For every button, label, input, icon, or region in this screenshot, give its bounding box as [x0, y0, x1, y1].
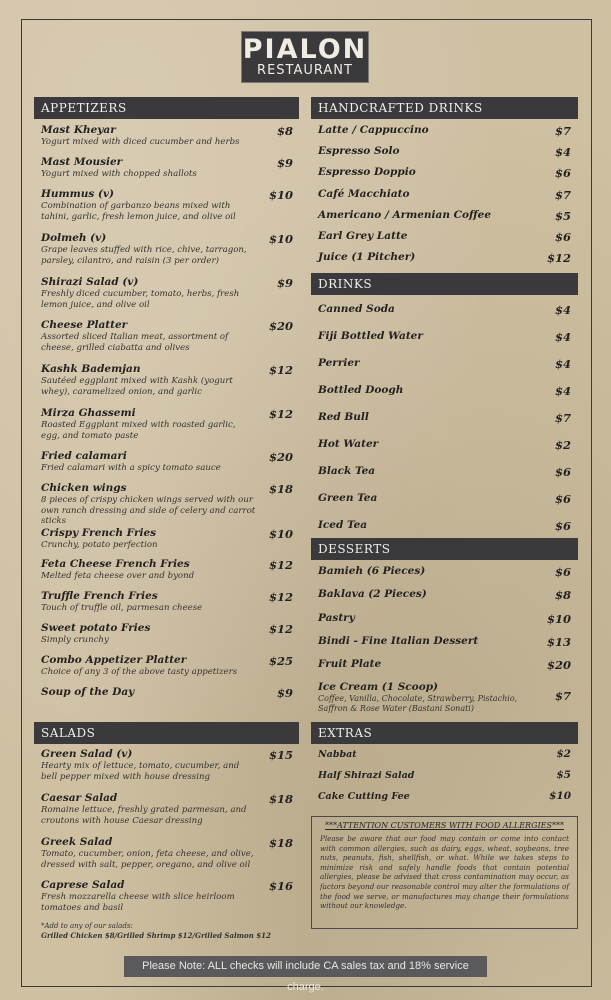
item-name: Cheese Platter	[41, 319, 128, 331]
menu-item	[318, 330, 571, 343]
item-name: Mast Mousier	[41, 156, 123, 168]
item-name: Mirza Ghassemi	[41, 407, 136, 419]
item-name: Shirazi Salad (v)	[41, 276, 139, 288]
salads-header: SALADS	[34, 722, 299, 744]
item-name: Chicken wings	[41, 482, 127, 494]
item-name: Canned Soda	[318, 303, 395, 315]
menu-item	[318, 188, 571, 201]
item-price: $18	[268, 792, 293, 806]
item-price: $6	[554, 230, 571, 244]
item-price: $2	[556, 748, 571, 760]
item-price: $5	[554, 209, 571, 223]
item-price: $20	[546, 658, 571, 672]
item-price: $15	[268, 748, 293, 762]
item-price: $6	[554, 519, 571, 533]
item-name: Green Tea	[318, 492, 378, 504]
item-price: $4	[554, 303, 571, 317]
menu-item	[318, 251, 571, 264]
menu-item	[41, 654, 293, 678]
item-name: Espresso Doppio	[318, 166, 416, 178]
item-name: Half Shirazi Salad	[318, 770, 415, 781]
item-desc: Melted feta cheese over and byond	[41, 571, 195, 581]
menu-item	[41, 363, 293, 397]
item-desc: Tomato, cucumber, onion, feta cheese, and olive, dressed with salt, pepper, oregano, and olive oil	[41, 849, 254, 870]
item-name: Bamieh (6 Pieces)	[318, 565, 426, 577]
desserts-header: DESSERTS	[311, 538, 578, 560]
item-desc: Freshly diced cucumber, tomato, herbs, fresh lemon juice, and olive oil	[41, 289, 240, 310]
item-price: $9	[276, 156, 293, 170]
item-price: $10	[549, 790, 571, 802]
item-price: $12	[268, 558, 293, 572]
menu-item	[41, 450, 293, 474]
item-desc: Coffee, Vanilla, Chocolate, Strawberry, Pistachio, Saffron & Rose Water (Bastani Sonati)	[318, 694, 518, 713]
item-price: $12	[546, 251, 571, 265]
item-desc: Combination of garbanzo beans mixed with tahini, garlic, fresh lemon juice, and olive oil	[41, 201, 236, 222]
item-name: Red Bull	[318, 411, 369, 423]
menu-item	[41, 188, 293, 222]
logo-name: PIALON	[242, 34, 368, 65]
item-price: $10	[268, 232, 293, 246]
item-price: $2	[554, 438, 571, 452]
item-name: Combo Appetizer Platter	[41, 654, 187, 666]
menu-item	[318, 565, 571, 578]
menu-item	[41, 319, 293, 353]
menu-item	[318, 635, 571, 648]
addon-label: *Add to any of our salads:	[41, 922, 133, 930]
restaurant-logo	[241, 31, 369, 83]
menu-item	[318, 209, 571, 222]
item-price: $12	[268, 590, 293, 604]
logo-subtitle: RESTAURANT	[257, 63, 353, 78]
item-desc: Touch of truffle oil, parmesan cheese	[41, 603, 203, 613]
menu-item	[41, 232, 293, 266]
item-desc: Choice of any 3 of the above tasty appetizers	[41, 667, 238, 677]
item-desc: Yogurt mixed with chopped shallots	[41, 169, 197, 179]
item-price: $12	[268, 407, 293, 421]
item-price: $6	[554, 166, 571, 180]
menu-item	[41, 792, 293, 826]
item-name: Iced Tea	[318, 519, 368, 531]
item-price: $8	[554, 588, 571, 602]
item-name: Crispy French Fries	[41, 527, 157, 539]
item-desc: Grape leaves stuffed with rice, chive, tarragon, parsley, cilantro, and raisin (3 per order)	[41, 245, 247, 266]
menu-item	[318, 166, 571, 179]
item-price: $5	[556, 769, 571, 781]
menu-item	[318, 492, 571, 505]
item-price: $4	[554, 384, 571, 398]
item-name: Green Salad (v)	[41, 748, 133, 760]
item-desc: Romaine lettuce, freshly grated parmesan, and croutons with house Caesar dressing	[41, 805, 247, 826]
item-price: $10	[268, 188, 293, 202]
menu-item	[41, 622, 293, 646]
item-price: $4	[554, 330, 571, 344]
menu-item	[318, 145, 571, 158]
item-desc: Fried calamari with a spicy tomato sauce	[41, 463, 221, 473]
item-name: Baklava (2 Pieces)	[318, 588, 427, 600]
extras-header: EXTRAS	[311, 722, 578, 744]
menu-item	[318, 588, 571, 601]
menu-item	[318, 612, 571, 625]
item-name: Greek Salad	[41, 836, 113, 848]
menu-item	[318, 124, 571, 137]
item-name: Sweet potato Fries	[41, 622, 151, 634]
service-charge-note: Please Note: ALL checks will include CA sales tax and 18% service charge.	[124, 956, 487, 977]
menu-item	[318, 658, 571, 671]
item-name: Earl Grey Latte	[318, 230, 408, 242]
menu-item	[41, 156, 293, 180]
item-name: Bottled Doogh	[318, 384, 404, 396]
item-price: $9	[276, 276, 293, 290]
item-price: $4	[554, 145, 571, 159]
menu-item	[41, 748, 293, 782]
menu-item	[41, 590, 293, 614]
handcrafted-drinks-header: HANDCRAFTED DRINKS	[311, 97, 578, 119]
item-name: Fruit Plate	[318, 658, 382, 670]
item-name: Cake Cutting Fee	[318, 791, 410, 802]
item-price: $12	[268, 622, 293, 636]
item-desc: Yogurt mixed with diced cucumber and herbs	[41, 137, 240, 147]
item-name: Dolmeh (v)	[41, 232, 107, 244]
item-price: $4	[554, 357, 571, 371]
item-name: Caprese Salad	[41, 879, 125, 891]
menu-item	[41, 527, 293, 551]
item-name: Café Macchiato	[318, 188, 410, 200]
menu-item	[318, 748, 571, 761]
item-name: Fiji Bottled Water	[318, 330, 423, 342]
item-name: Perrier	[318, 357, 360, 369]
menu-item	[318, 681, 571, 714]
allergy-notice	[311, 816, 578, 929]
item-name: Hot Water	[318, 438, 379, 450]
item-price: $20	[268, 450, 293, 464]
addon-options: Grilled Chicken $8/Grilled Shrimp $12/Grilled Salmon $12	[41, 931, 271, 940]
menu-item	[41, 124, 293, 148]
item-price: $7	[554, 124, 571, 138]
menu-item	[41, 879, 293, 913]
item-name: Soup of the Day	[41, 686, 135, 698]
item-price: $20	[268, 319, 293, 333]
item-desc: Roasted Eggplant mixed with roasted garlic, egg, and tomato paste	[41, 420, 236, 441]
item-price: $7	[554, 689, 571, 703]
item-name: Kashk Bademjan	[41, 363, 141, 375]
item-price: $18	[268, 482, 293, 496]
item-price: $7	[554, 188, 571, 202]
item-desc: Fresh mozzarella cheese with slice heirloom tomatoes and basil	[41, 892, 235, 913]
item-price: $6	[554, 492, 571, 506]
item-name: Juice (1 Pitcher)	[318, 251, 416, 263]
menu-item	[318, 769, 571, 782]
item-name: Ice Cream (1 Scoop)	[318, 681, 439, 693]
item-desc: 8 pieces of crispy chicken wings served with our own ranch dressing and side of celery and carrot sticks	[41, 495, 256, 526]
item-name: Mast Kheyar	[41, 124, 116, 136]
item-name: Hummus (v)	[41, 188, 115, 200]
item-name: Caesar Salad	[41, 792, 118, 804]
menu-item	[41, 686, 293, 699]
item-price: $8	[276, 124, 293, 138]
menu-item	[41, 407, 293, 441]
item-desc: Crunchy, potato perfection	[41, 540, 158, 550]
item-name: Americano / Armenian Coffee	[318, 209, 492, 221]
allergy-body: Please be aware that our food may contain or come into contact with common allergies, such as dairy, eggs, wheat, soybeans, tree nuts, peanuts, fish, shellfish, or what. While we takes steps to minimize risk and safely handle foods that contain potential allergies, please be advised that cross contamination may occur, as factors beyond our reasonable control may alter the formulations of the food we serve, or manufactures may change their formulations without our knowledge.	[320, 834, 569, 911]
item-desc: Sautéed eggplant mixed with Kashk (yogurt whey), caramelized onion, and garlic	[41, 376, 233, 397]
salad-addons-note	[41, 922, 291, 940]
item-price: $13	[546, 635, 571, 649]
item-name: Truffle French Fries	[41, 590, 158, 602]
menu-item	[41, 276, 293, 310]
item-price: $10	[546, 612, 571, 626]
item-desc: Simply crunchy	[41, 635, 109, 645]
item-price: $25	[268, 654, 293, 668]
drinks-header: DRINKS	[311, 273, 578, 295]
menu-item	[318, 357, 571, 370]
menu-item	[41, 558, 293, 582]
item-name: Black Tea	[318, 465, 376, 477]
item-price: $9	[276, 686, 293, 700]
menu-item	[318, 384, 571, 397]
menu-item	[318, 438, 571, 451]
allergy-title: ***ATTENTION CUSTOMERS WITH FOOD ALLERGIES***	[325, 821, 564, 830]
item-name: Espresso Solo	[318, 145, 400, 157]
item-name: Bindi - Fine Italian Dessert	[318, 635, 479, 647]
item-name: Fried calamari	[41, 450, 127, 462]
menu-item	[318, 230, 571, 243]
item-price: $6	[554, 465, 571, 479]
menu-item	[318, 465, 571, 478]
item-name: Nabbat	[318, 749, 357, 760]
appetizers-header: APPETIZERS	[34, 97, 299, 119]
menu-item	[318, 303, 571, 316]
menu-item	[318, 411, 571, 424]
item-name: Pastry	[318, 612, 355, 624]
menu-item	[318, 519, 571, 532]
item-name: Latte / Cappuccino	[318, 124, 429, 136]
menu-item	[318, 790, 571, 803]
menu-item	[41, 836, 293, 870]
item-price: $10	[268, 527, 293, 541]
menu-item	[41, 482, 293, 527]
item-price: $6	[554, 565, 571, 579]
item-desc: Hearty mix of lettuce, tomato, cucumber, and bell pepper mixed with house dressing	[41, 761, 240, 782]
item-name: Feta Cheese French Fries	[41, 558, 190, 570]
item-price: $12	[268, 363, 293, 377]
item-desc: Assorted sliced Italian meat, assortment of cheese, grilled ciabatta and olives	[41, 332, 229, 353]
item-price: $18	[268, 836, 293, 850]
item-price: $7	[554, 411, 571, 425]
item-price: $16	[268, 879, 293, 893]
